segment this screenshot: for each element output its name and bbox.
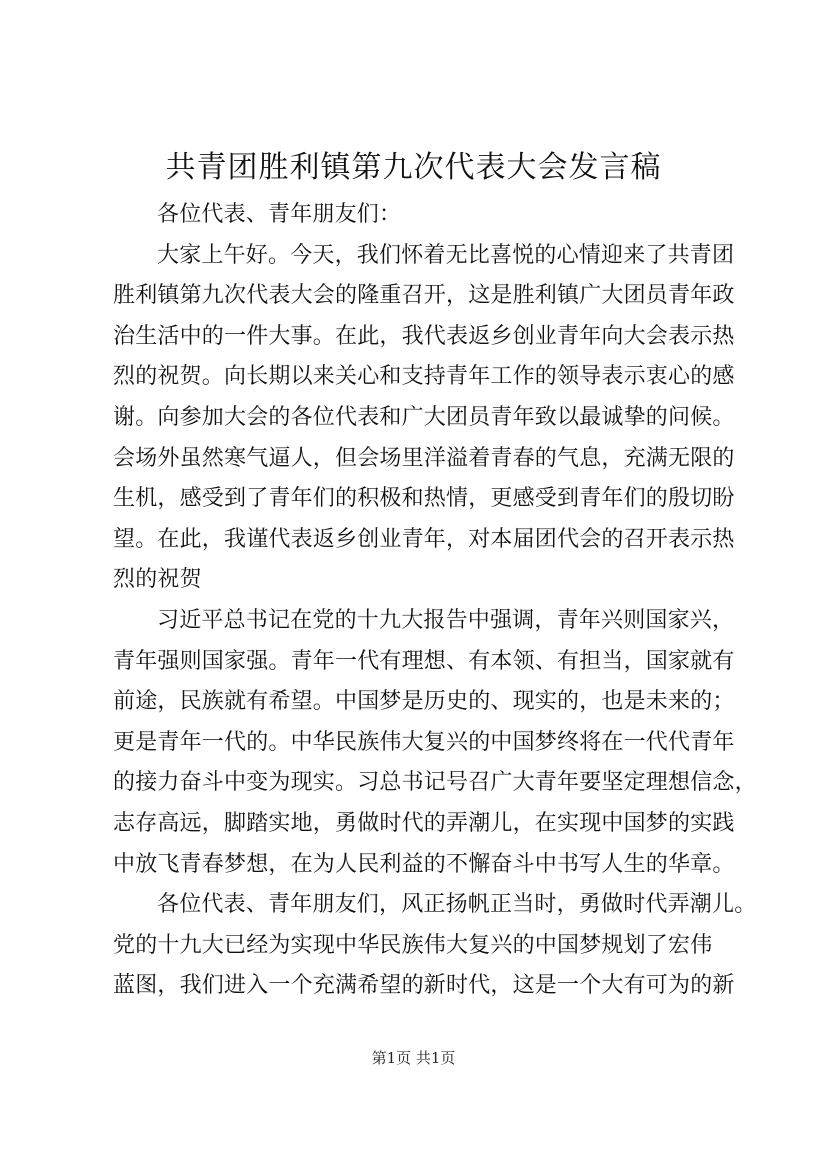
salutation-line: 各位代表、青年朋友们： xyxy=(157,202,402,227)
paragraph-line: 志存高远，脚踏实地，勇做时代的弄潮儿，在实现中国梦的实践 xyxy=(113,810,735,836)
paragraph-line: 生机，感受到了青年们的积极和热情，更感受到青年们的殷切盼 xyxy=(113,486,735,512)
paragraph-line: 治生活中的一件大事。在此，我代表返乡创业青年向大会表示热 xyxy=(113,323,735,349)
paragraph-line: 大家上午好。今天，我们怀着无比喜悦的心情迎来了共青团 xyxy=(157,242,735,268)
document-title: 共青团胜利镇第九次代表大会发言稿 xyxy=(165,150,662,185)
paragraph-line: 谢。向参加大会的各位代表和广大团员青年致以最诚挚的问候。 xyxy=(113,404,735,430)
paragraph-line: 望。在此，我谨代表返乡创业青年，对本届团代会的召开表示热 xyxy=(113,526,735,552)
paragraph-line: 蓝图，我们进入一个充满希望的新时代，这是一个大有可为的新 xyxy=(113,973,735,999)
paragraph-line: 烈的祝贺 xyxy=(113,567,202,593)
paragraph-line: 各位代表、青年朋友们，风正扬帆正当时，勇做时代弄潮儿。 xyxy=(157,892,757,918)
paragraph-line: 胜利镇第九次代表大会的隆重召开，这是胜利镇广大团员青年政 xyxy=(113,283,735,309)
document-body xyxy=(113,195,757,1007)
paragraph-line: 的接力奋斗中变为现实。习总书记号召广大青年要坚定理想信念， xyxy=(113,770,757,796)
paragraph-line: 中放飞青春梦想，在为人民利益的不懈奋斗中书写人生的华章。 xyxy=(113,851,735,877)
paragraph-line: 青年强则国家强。青年一代有理想、有本领、有担当，国家就有 xyxy=(113,648,735,674)
paragraph-line: 前途，民族就有希望。中国梦是历史的、现实的，也是未来的； xyxy=(113,689,735,715)
paragraph-line: 烈的祝贺。向长期以来关心和支持青年工作的领导表示衷心的感 xyxy=(113,364,735,390)
paragraph-line: 更是青年一代的。中华民族伟大复兴的中国梦终将在一代代青年 xyxy=(113,729,735,755)
paragraph-line: 会场外虽然寒气逼人，但会场里洋溢着青春的气息，充满无限的 xyxy=(113,445,735,471)
paragraph-line: 党的十九大已经为实现中华民族伟大复兴的中国梦规划了宏伟 xyxy=(113,932,713,958)
paragraph-line: 习近平总书记在党的十九大报告中强调，青年兴则国家兴， xyxy=(157,607,735,633)
page-number-footer: 第1页 共1页 xyxy=(371,1049,456,1067)
